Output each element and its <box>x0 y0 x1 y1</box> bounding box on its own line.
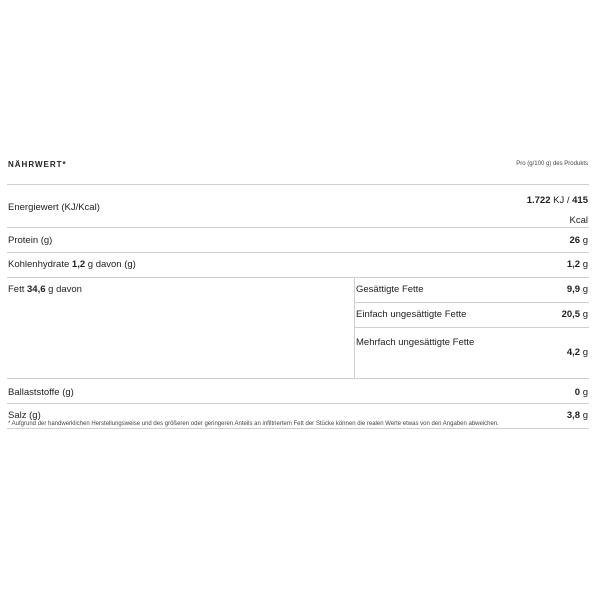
protein-label: Protein (g) <box>8 235 53 246</box>
energy-kj-unit: KJ / <box>553 195 570 206</box>
per-unit-label: Pro (g/100 g) des Produkts <box>516 161 588 167</box>
fiber-label: Ballaststoffe (g) <box>8 387 74 398</box>
nutrition-table <box>7 158 589 429</box>
saturated-fat-unit: g <box>582 284 588 295</box>
saturated-fat-amount: 9,9 <box>566 284 581 295</box>
fat-label <box>8 284 82 295</box>
monounsaturated-fat-unit: g <box>582 309 588 320</box>
table-row-protein <box>7 228 589 253</box>
fat-sub-row <box>355 328 589 378</box>
polyunsaturated-fat-value <box>567 347 588 358</box>
energy-value <box>527 191 588 231</box>
monounsaturated-fat-value <box>562 309 588 320</box>
carbs-label-post: g davon (g) <box>87 259 136 270</box>
fiber-value <box>575 387 588 398</box>
table-title: NÄHRWERT* <box>8 160 67 169</box>
protein-value <box>569 235 588 246</box>
salt-amount: 3,8 <box>566 410 581 421</box>
carbs-label-pre: Kohlenhydrate <box>8 259 70 270</box>
salt-label: Salz (g) <box>8 410 41 421</box>
fat-amount: 34,6 <box>27 284 46 295</box>
carbs-value <box>567 259 588 270</box>
saturated-fat-label: Gesättigte Fette <box>356 284 424 295</box>
energy-kj-value: 1.722 <box>526 195 551 206</box>
fat-sub-row <box>355 278 589 303</box>
fat-label-pre: Fett <box>8 284 25 295</box>
monounsaturated-fat-label: Einfach ungesättigte Fette <box>356 309 467 320</box>
fat-breakdown <box>354 278 589 378</box>
table-row-fiber <box>7 379 589 404</box>
table-row-carbs <box>7 253 589 278</box>
footnote: * Aufgrund der handwerklichen Herstellungsweise und des größeren oder geringeren Anteils an infiltriertem Fett der Stücke können die realen Werte etwas von den Angaben abweichen. <box>8 421 499 427</box>
fat-label-post: g davon <box>48 284 82 295</box>
protein-amount: 26 <box>569 235 581 246</box>
polyunsaturated-fat-label: Mehrfach ungesättigte Fette <box>356 337 475 348</box>
energy-label: Energiewert (KJ/Kcal) <box>8 202 100 213</box>
polyunsaturated-fat-amount: 4,2 <box>566 347 581 358</box>
table-row-energy <box>7 185 589 228</box>
salt-unit: g <box>582 410 588 421</box>
table-row-fat <box>7 278 589 379</box>
protein-unit: g <box>582 235 588 246</box>
fiber-unit: g <box>582 387 588 398</box>
monounsaturated-fat-amount: 20,5 <box>561 309 581 320</box>
table-header <box>7 158 589 185</box>
energy-kcal-unit: Kcal <box>569 215 588 226</box>
fiber-amount: 0 <box>574 387 581 398</box>
energy-kcal-value: 415 <box>572 195 588 206</box>
carbs-unit: g <box>582 259 588 270</box>
saturated-fat-value <box>567 284 588 295</box>
polyunsaturated-fat-unit: g <box>582 347 588 358</box>
carbs-label <box>8 259 136 270</box>
carbs-amount: 1,2 <box>566 259 581 270</box>
carbs-inline-value: 1,2 <box>71 259 86 270</box>
fat-sub-row <box>355 303 589 328</box>
